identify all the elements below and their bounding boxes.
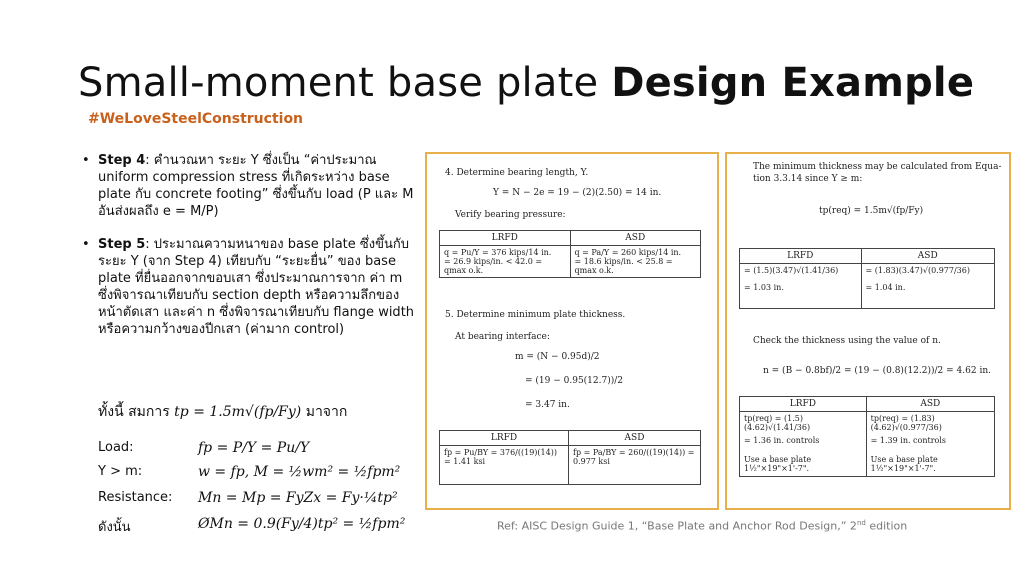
y-equation: Y = N − 2e = 19 − (2)(2.50) = 14 in. [493,188,662,198]
cell-line: q = Pa/Y = 260 kips/14 in. [574,248,682,257]
bullet-step4 [80,152,420,220]
cell-line: = 1.36 in. controls [744,436,820,445]
equation-label: Y > m: [98,464,143,479]
equation-expr: Mn = Mp = FyZx = Fy·¼tp² [198,490,398,506]
reference-note [497,519,907,533]
table-cell-lrfd [740,412,867,477]
equation-expr: fp = P/Y = Pu/Y [198,440,310,456]
table-header: ASD [866,397,994,412]
table-cell-asd [866,412,994,477]
m-equation-line1: m = (N − 0.95d)/2 [515,352,600,362]
equation-expr: ØMn = 0.9(Fy/4)tp² = ½fpm² [198,516,406,532]
thickness-table-m [739,248,995,309]
intro-line2: tion 3.3.14 since Y ≥ m: [753,174,863,184]
table-header: ASD [861,249,995,264]
bullet-text: : ประมาณความหนาของ base plate ซึ่งขึ้นกับ ระยะ Y (จาก Step 4) เทียบกับ “ระยะยื่น” ของ base plate ที่ยื่นออกจากขอบเสา ซึ่งประมาณการจาก ค่า m ซึ่งพิจารณาเทียบกับ section depth หรือความลึกของหน้าตัดเสา และค่า n ซึ่งพิจารณาเทียบกับ flange width หรือความกว้างของปีกเสา (ค่ามาก control) [98,237,415,337]
cell-line: = 1.39 in. controls [870,436,947,445]
example-panel-left [425,152,719,510]
equation-expr: w = fp, M = ½wm² = ½fpm² [198,464,401,480]
formula-intro-pre: ทั้งนี้ สมการ [98,404,170,420]
title-bold: Design Example [611,60,975,106]
table-header: LRFD [740,397,867,412]
bearing-pressure-table [439,230,701,278]
table-header: LRFD [740,249,862,264]
table-cell-asd [861,264,995,309]
step4-heading: 4. Determine bearing length, Y. [445,168,589,178]
equation-label: Resistance: [98,490,173,505]
cell-line: = 26.9 kips/in. < 42.0 = qmax o.k. [444,257,543,275]
table-cell-lrfd [440,246,571,278]
formula-intro-post: มาจาก [305,404,348,420]
cell-line: tp(req) = (1.5)(4.62)√(1.41/36) [744,414,811,432]
table-header: ASD [570,231,701,246]
treq-equation: tp(req) = 1.5m√(fp/Fy) [819,206,924,216]
bullet-step-label: Step 4 [98,153,146,168]
m-equation-line2: = (19 − 0.95(12.7))/2 [525,376,623,386]
thickness-table-n [739,396,995,477]
cell-line: tp(req) = (1.83)(4.62)√(0.977/36) [870,414,942,432]
table-cell-asd [570,246,701,278]
table-header: ASD [568,431,700,446]
cell-line: = 18.6 kips/in. < 25.8 = qmax o.k. [574,257,673,275]
verify-label: Verify bearing pressure: [455,210,566,220]
table-cell-lrfd [740,264,862,309]
cell-line: Use a base plate 1½"×19"×1'-7". [870,455,938,473]
step5-heading: 5. Determine minimum plate thickness. [445,310,626,320]
formula-intro [98,401,347,423]
cell-line: = (1.5)(3.47)√(1.41/36) [744,266,839,275]
check-label: Check the thickness using the value of n. [753,336,941,346]
bullet-step-label: Step 5 [98,237,146,252]
table-cell-asd: fp = Pa/BY = 260/((19)(14)) = 0.977 ksi [568,446,700,485]
reference-post: edition [865,519,908,533]
equation-label: Load: [98,440,134,455]
slide-title [78,58,974,108]
cell-line: Use a base plate 1½"×19"×1'-7". [744,455,812,473]
intro-line1: The minimum thickness may be calculated from Equa- [753,162,1002,172]
m-equation-line3: = 3.47 in. [525,400,570,410]
table-header: LRFD [440,431,569,446]
cell-line: = 1.03 in. [744,283,784,292]
cell-line: q = Pu/Y = 376 kips/14 in. [444,248,552,257]
bullet-text: : คำนวณหา ระยะ Y ซึ่งเป็น “ค่าประมาณ uniform compression stress ที่เกิดระหว่าง base plate กับ concrete footing” ซึ่งขึ้นกับ load (P และ M อันส่งผลถึง e = M/P) [98,153,414,219]
bullet-step5 [80,236,420,338]
example-panel-right [725,152,1011,510]
table-cell-lrfd: fp = Pu/BY = 376/((19)(14)) = 1.41 ksi [440,446,569,485]
reference-sup: nd [856,519,866,527]
n-equation: n = (B − 0.8bf)/2 = (19 − (0.8)(12.2))/2 = 4.62 in. [763,366,991,376]
title-normal: Small-moment base plate [78,60,599,106]
table-header: LRFD [440,231,571,246]
interface-label: At bearing interface: [455,332,550,342]
equation-label: ดังนั้น [98,520,131,535]
cell-line: = 1.04 in. [865,283,906,292]
bearing-stress-table [439,430,701,485]
bullet-list [80,152,420,354]
reference-text: Ref: AISC Design Guide 1, “Base Plate and Anchor Rod Design,” 2 [497,519,857,533]
hashtag: #WeLoveSteelConstruction [88,111,304,127]
cell-line: = (1.83)(3.47)√(0.977/36) [865,266,970,275]
formula-intro-expr: tp = 1.5m√(fp/Fy) [174,404,302,420]
